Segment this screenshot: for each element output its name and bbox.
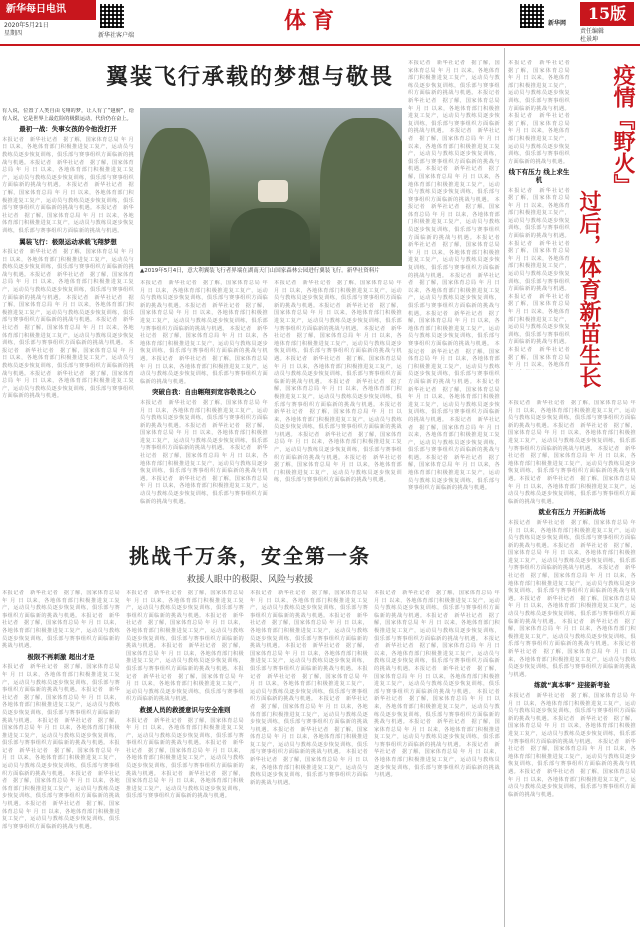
story3-col-bottom: 本报记者 新华社记者 据了解，国家体育总局 年 月 日 以来，各地体育部门积极推进复工复产，运动员与教练员逐步恢复训练，俱乐部与赛事组织方面临新的挑战与机遇。本报记者 新华社记者 据了解，国家体育总局 年 月 日 以来，各地体育部门积极推进复工复产，运动员与教练员逐步恢复训练，俱乐部与赛事组织方面临新的挑战与机遇。 本报记者 新华社记者 据了解，国家体育总局 年 月 日 以来，各地体育部门积极推进复工复产，运动员与教练员逐步恢复训练，俱乐部与赛事组织方面临新的挑战与机遇。本报记者 新华社记者 据了解，国家体育总局 年 月 日 以来，各地体育部门积极推进复工复产，运动员与教练员逐步恢复训练，俱乐部与赛事组织方面临新的挑战与机遇。 就业有压力 开拓新战场 本报记者 新华社记者 据了解，国家体育总局 年 月 日 以来，各地体育部门积极推进复工复产，运动员与教练员逐步恢复训练，俱乐部与赛事组织方面临新的挑战与机遇。本报记者 新华社记者 据了解，国家体育总局 年 月 日 以来，各地体育部门积极推进复工复产，运动员与教练员逐步恢复训练，俱乐部与赛事组织方面临新的挑战与机遇。 本报记者 新华社记者 据了解，国家体育总局 年 月 日 以来，各地体育部门积极推进复工复产，运动员与教练员逐步恢复训练，俱乐部与赛事组织方面临新的挑战与机遇。本报记者 新华社记者 据了解，国家体育总局 年 月 日 以来，各地体育部门积极推进复工复产，运动员与教练员逐步恢复训练，俱乐部与赛事组织方面临新的挑战与机遇。 本报记者 新华社记者 据了解，国家体育总局 年 月 日 以来，各地体育部门积极推进复工复产，运动员与教练员逐步恢复训练，俱乐部与赛事组织方面临新的挑战与机遇。本报记者 新华社记者 据了解，国家体育总局 年 月 日 以来，各地体育部门积极推进复工复产，运动员与教练员逐步恢复训练，俱乐部与赛事组织方面临新的挑战与机遇。 练就“真本事” 迎接新考验 本报记者 新华社记者 据了解，国家体育总局 年 月 日 以来，各地体育部门积极推进复工复产，运动员与教练员逐步恢复训练，俱乐部与赛事组织方面临新的挑战与机遇。本报记者 新华社记者 据了解，国家体育总局 年 月 日 以来，各地体育部门积极推进复工复产，运动员与教练员逐步恢复训练，俱乐部与赛事组织方面临新的挑战与机遇。 本报记者 新华社记者 据了解，国家体育总局 年 月 日 以来，各地体育部门积极推进复工复产，运动员与教练员逐步恢复训练，俱乐部与赛事组织方面临新的挑战与机遇。本报记者 新华社记者 据了解，国家体育总局 年 月 日 以来，各地体育部门积极推进复工复产，运动员与教练员逐步恢复训练，俱乐部与赛事组织方面临新的挑战与机遇。 [508,400,636,798]
story1-col4: 本报记者 新华社记者 据了解，国家体育总局 年 月 日 以来，各地体育部门积极推进复工复产，运动员与教练员逐步恢复训练，俱乐部与赛事组织方面临新的挑战与机遇。本报记者 新华社记者 据了解，国家体育总局 年 月 日 以来，各地体育部门积极推进复工复产，运动员与教练员逐步恢复训练，俱乐部与赛事组织方面临新的挑战与机遇。 本报记者 新华社记者 据了解，国家体育总局 年 月 日 以来，各地体育部门积极推进复工复产，运动员与教练员逐步恢复训练，俱乐部与赛事组织方面临新的挑战与机遇。本报记者 新华社记者 据了解，国家体育总局 年 月 日 以来，各地体育部门积极推进复工复产，运动员与教练员逐步恢复训练，俱乐部与赛事组织方面临新的挑战与机遇。 本报记者 新华社记者 据了解，国家体育总局 年 月 日 以来，各地体育部门积极推进复工复产，运动员与教练员逐步恢复训练，俱乐部与赛事组织方面临新的挑战与机遇。本报记者 新华社记者 据了解，国家体育总局 年 月 日 以来，各地体育部门积极推进复工复产，运动员与教练员逐步恢复训练，俱乐部与赛事组织方面临新的挑战与机遇。 本报记者 新华社记者 据了解，国家体育总局 年 月 日 以来，各地体育部门积极推进复工复产，运动员与教练员逐步恢复训练，俱乐部与赛事组织方面临新的挑战与机遇。本报记者 新华社记者 据了解，国家体育总局 年 月 日 以来，各地体育部门积极推进复工复产，运动员与教练员逐步恢复训练，俱乐部与赛事组织方面临新的挑战与机遇。 本报记者 新华社记者 据了解，国家体育总局 年 月 日 以来，各地体育部门积极推进复工复产，运动员与教练员逐步恢复训练，俱乐部与赛事组织方面临新的挑战与机遇。本报记者 新华社记者 据了解，国家体育总局 年 月 日 以来，各地体育部门积极推进复工复产，运动员与教练员逐步恢复训练，俱乐部与赛事组织方面临新的挑战与机遇。 本报记者 新华社记者 据了解，国家体育总局 年 月 日 以来，各地体育部门积极推进复工复产，运动员与教练员逐步恢复训练，俱乐部与赛事组织方面临新的挑战与机遇。本报记者 新华社记者 据了解，国家体育总局 年 月 日 以来，各地体育部门积极推进复工复产，运动员与教练员逐步恢复训练，俱乐部与赛事组织方面临新的挑战与机遇。 [408,60,500,492]
masthead [0,0,640,46]
qr-code-icon [100,4,124,28]
story2-col2: 本报记者 新华社记者 据了解，国家体育总局 年 月 日 以来，各地体育部门积极推进复工复产，运动员与教练员逐步恢复训练，俱乐部与赛事组织方面临新的挑战与机遇。本报记者 新华社记者 据了解，国家体育总局 年 月 日 以来，各地体育部门积极推进复工复产，运动员与教练员逐步恢复训练，俱乐部与赛事组织方面临新的挑战与机遇。 本报记者 新华社记者 据了解，国家体育总局 年 月 日 以来，各地体育部门积极推进复工复产，运动员与教练员逐步恢复训练，俱乐部与赛事组织方面临新的挑战与机遇。本报记者 新华社记者 据了解，国家体育总局 年 月 日 以来，各地体育部门积极推进复工复产，运动员与教练员逐步恢复训练，俱乐部与赛事组织方面临新的挑战与机遇。 救援人员的救援意识与安全准则 本报记者 新华社记者 据了解，国家体育总局 年 月 日 以来，各地体育部门积极推进复工复产，运动员与教练员逐步恢复训练，俱乐部与赛事组织方面临新的挑战与机遇。本报记者 新华社记者 据了解，国家体育总局 年 月 日 以来，各地体育部门积极推进复工复产，运动员与教练员逐步恢复训练，俱乐部与赛事组织方面临新的挑战与机遇。 本报记者 新华社记者 据了解，国家体育总局 年 月 日 以来，各地体育部门积极推进复工复产，运动员与教练员逐步恢复训练，俱乐部与赛事组织方面临新的挑战与机遇。 [126,590,244,800]
site-label: 新华网 [548,20,567,27]
story1-headline: 翼装飞行承载的梦想与敬畏 [105,64,394,90]
story2-col3: 本报记者 新华社记者 据了解，国家体育总局 年 月 日 以来，各地体育部门积极推进复工复产，运动员与教练员逐步恢复训练，俱乐部与赛事组织方面临新的挑战与机遇。本报记者 新华社记者 据了解，国家体育总局 年 月 日 以来，各地体育部门积极推进复工复产，运动员与教练员逐步恢复训练，俱乐部与赛事组织方面临新的挑战与机遇。 本报记者 新华社记者 据了解，国家体育总局 年 月 日 以来，各地体育部门积极推进复工复产，运动员与教练员逐步恢复训练，俱乐部与赛事组织方面临新的挑战与机遇。本报记者 新华社记者 据了解，国家体育总局 年 月 日 以来，各地体育部门积极推进复工复产，运动员与教练员逐步恢复训练，俱乐部与赛事组织方面临新的挑战与机遇。 本报记者 新华社记者 据了解，国家体育总局 年 月 日 以来，各地体育部门积极推进复工复产，运动员与教练员逐步恢复训练，俱乐部与赛事组织方面临新的挑战与机遇。本报记者 新华社记者 据了解，国家体育总局 年 月 日 以来，各地体育部门积极推进复工复产，运动员与教练员逐步恢复训练，俱乐部与赛事组织方面临新的挑战与机遇。 本报记者 新华社记者 据了解，国家体育总局 年 月 日 以来，各地体育部门积极推进复工复产，运动员与教练员逐步恢复训练，俱乐部与赛事组织方面临新的挑战与机遇。 [250,590,368,786]
newspaper-brand: 新华每日电讯 [0,0,96,20]
page-number: 15版 [580,2,634,26]
story1-col3: 本报记者 新华社记者 据了解，国家体育总局 年 月 日 以来，各地体育部门积极推进复工复产，运动员与教练员逐步恢复训练，俱乐部与赛事组织方面临新的挑战与机遇。本报记者 新华社记者 据了解，国家体育总局 年 月 日 以来，各地体育部门积极推进复工复产，运动员与教练员逐步恢复训练，俱乐部与赛事组织方面临新的挑战与机遇。 本报记者 新华社记者 据了解，国家体育总局 年 月 日 以来，各地体育部门积极推进复工复产，运动员与教练员逐步恢复训练，俱乐部与赛事组织方面临新的挑战与机遇。本报记者 新华社记者 据了解，国家体育总局 年 月 日 以来，各地体育部门积极推进复工复产，运动员与教练员逐步恢复训练，俱乐部与赛事组织方面临新的挑战与机遇。 本报记者 新华社记者 据了解，国家体育总局 年 月 日 以来，各地体育部门积极推进复工复产，运动员与教练员逐步恢复训练，俱乐部与赛事组织方面临新的挑战与机遇。本报记者 新华社记者 据了解，国家体育总局 年 月 日 以来，各地体育部门积极推进复工复产，运动员与教练员逐步恢复训练，俱乐部与赛事组织方面临新的挑战与机遇。 本报记者 新华社记者 据了解，国家体育总局 年 月 日 以来，各地体育部门积极推进复工复产，运动员与教练员逐步恢复训练，俱乐部与赛事组织方面临新的挑战与机遇。本报记者 新华社记者 据了解，国家体育总局 年 月 日 以来，各地体育部门积极推进复工复产，运动员与教练员逐步恢复训练，俱乐部与赛事组织方面临新的挑战与机遇。 [274,280,402,484]
story2-col1: 本报记者 新华社记者 据了解，国家体育总局 年 月 日 以来，各地体育部门积极推进复工复产，运动员与教练员逐步恢复训练，俱乐部与赛事组织方面临新的挑战与机遇。本报记者 新华社记者 据了解，国家体育总局 年 月 日 以来，各地体育部门积极推进复工复产，运动员与教练员逐步恢复训练，俱乐部与赛事组织方面临新的挑战与机遇。 极限不再刺激 超出才是 本报记者 新华社记者 据了解，国家体育总局 年 月 日 以来，各地体育部门积极推进复工复产，运动员与教练员逐步恢复训练，俱乐部与赛事组织方面临新的挑战与机遇。本报记者 新华社记者 据了解，国家体育总局 年 月 日 以来，各地体育部门积极推进复工复产，运动员与教练员逐步恢复训练，俱乐部与赛事组织方面临新的挑战与机遇。 本报记者 新华社记者 据了解，国家体育总局 年 月 日 以来，各地体育部门积极推进复工复产，运动员与教练员逐步恢复训练，俱乐部与赛事组织方面临新的挑战与机遇。本报记者 新华社记者 据了解，国家体育总局 年 月 日 以来，各地体育部门积极推进复工复产，运动员与教练员逐步恢复训练，俱乐部与赛事组织方面临新的挑战与机遇。 本报记者 新华社记者 据了解，国家体育总局 年 月 日 以来，各地体育部门积极推进复工复产，运动员与教练员逐步恢复训练，俱乐部与赛事组织方面临新的挑战与机遇。本报记者 新华社记者 据了解，国家体育总局 年 月 日 以来，各地体育部门积极推进复工复产，运动员与教练员逐步恢复训练，俱乐部与赛事组织方面临新的挑战与机遇。 [2,590,120,830]
story1-col2: 本报记者 新华社记者 据了解，国家体育总局 年 月 日 以来，各地体育部门积极推进复工复产，运动员与教练员逐步恢复训练，俱乐部与赛事组织方面临新的挑战与机遇。本报记者 新华社记者 据了解，国家体育总局 年 月 日 以来，各地体育部门积极推进复工复产，运动员与教练员逐步恢复训练，俱乐部与赛事组织方面临新的挑战与机遇。 本报记者 新华社记者 据了解，国家体育总局 年 月 日 以来，各地体育部门积极推进复工复产，运动员与教练员逐步恢复训练，俱乐部与赛事组织方面临新的挑战与机遇。本报记者 新华社记者 据了解，国家体育总局 年 月 日 以来，各地体育部门积极推进复工复产，运动员与教练员逐步恢复训练，俱乐部与赛事组织方面临新的挑战与机遇。 突破自我：自由翱翔到宽容敬畏之心 本报记者 新华社记者 据了解，国家体育总局 年 月 日 以来，各地体育部门积极推进复工复产，运动员与教练员逐步恢复训练，俱乐部与赛事组织方面临新的挑战与机遇。本报记者 新华社记者 据了解，国家体育总局 年 月 日 以来，各地体育部门积极推进复工复产，运动员与教练员逐步恢复训练，俱乐部与赛事组织方面临新的挑战与机遇。 本报记者 新华社记者 据了解，国家体育总局 年 月 日 以来，各地体育部门积极推进复工复产，运动员与教练员逐步恢复训练，俱乐部与赛事组织方面临新的挑战与机遇。本报记者 新华社记者 据了解，国家体育总局 年 月 日 以来，各地体育部门积极推进复工复产，运动员与教练员逐步恢复训练，俱乐部与赛事组织方面临新的挑战与机遇。 [140,280,268,505]
qr-code-icon-2 [520,4,544,28]
editor-credit: 责任编辑 杜景坤 [580,28,605,43]
wingsuit-flyer [258,180,288,202]
story3-title-b: 过后，体育新苗生长 [576,190,602,388]
section-title: 体育 [284,8,341,34]
story1-col1: 有人说，位置了人类自由飞翔的梦，让人有了“翅膀”，给有人说，它是世界上最危险的极限运动，代价仍在奋上。 最初一战：失事女孩的令他没打开 本报记者 新华社记者 据了解，国家体育总局 年 月 日 以来，各地体育部门积极推进复工复产，运动员与教练员逐步恢复训练，俱乐部与赛事组织方面临新的挑战与机遇。本报记者 新华社记者 据了解，国家体育总局 年 月 日 以来，各地体育部门积极推进复工复产，运动员与教练员逐步恢复训练，俱乐部与赛事组织方面临新的挑战与机遇。 本报记者 新华社记者 据了解，国家体育总局 年 月 日 以来，各地体育部门积极推进复工复产，运动员与教练员逐步恢复训练，俱乐部与赛事组织方面临新的挑战与机遇。本报记者 新华社记者 据了解，国家体育总局 年 月 日 以来，各地体育部门积极推进复工复产，运动员与教练员逐步恢复训练，俱乐部与赛事组织方面临新的挑战与机遇。 翼装飞行：极限运动承载飞翔梦想 本报记者 新华社记者 据了解，国家体育总局 年 月 日 以来，各地体育部门积极推进复工复产，运动员与教练员逐步恢复训练，俱乐部与赛事组织方面临新的挑战与机遇。本报记者 新华社记者 据了解，国家体育总局 年 月 日 以来，各地体育部门积极推进复工复产，运动员与教练员逐步恢复训练，俱乐部与赛事组织方面临新的挑战与机遇。 本报记者 新华社记者 据了解，国家体育总局 年 月 日 以来，各地体育部门积极推进复工复产，运动员与教练员逐步恢复训练，俱乐部与赛事组织方面临新的挑战与机遇。本报记者 新华社记者 据了解，国家体育总局 年 月 日 以来，各地体育部门积极推进复工复产，运动员与教练员逐步恢复训练，俱乐部与赛事组织方面临新的挑战与机遇。 本报记者 新华社记者 据了解，国家体育总局 年 月 日 以来，各地体育部门积极推进复工复产，运动员与教练员逐步恢复训练，俱乐部与赛事组织方面临新的挑战与机遇。本报记者 新华社记者 据了解，国家体育总局 年 月 日 以来，各地体育部门积极推进复工复产，运动员与教练员逐步恢复训练，俱乐部与赛事组织方面临新的挑战与机遇。 [2,108,134,400]
issue-date: 2020年5月21日 星期四 [4,22,49,37]
wingsuit-photo [140,108,402,266]
header-divider [0,44,640,46]
story2-headline: 挑战千万条，安全第一条 [129,544,371,568]
photo-caption: ▲2019年5月4日，意大利翼装飞行者界端在湖南天门山国家森林公园进行翼装飞行。新华社资料片 [140,268,380,274]
app-label: 新华社客户端 [98,32,135,39]
story3-title-a: 疫情『野火』 [610,64,636,196]
story3-col-top: 本报记者 新华社记者 据了解，国家体育总局 年 月 日 以来，各地体育部门积极推进复工复产，运动员与教练员逐步恢复训练，俱乐部与赛事组织方面临新的挑战与机遇。本报记者 新华社记者 据了解，国家体育总局 年 月 日 以来，各地体育部门积极推进复工复产，运动员与教练员逐步恢复训练，俱乐部与赛事组织方面临新的挑战与机遇。 线下有压力 线上求生机 本报记者 新华社记者 据了解，国家体育总局 年 月 日 以来，各地体育部门积极推进复工复产，运动员与教练员逐步恢复训练，俱乐部与赛事组织方面临新的挑战与机遇。本报记者 新华社记者 据了解，国家体育总局 年 月 日 以来，各地体育部门积极推进复工复产，运动员与教练员逐步恢复训练，俱乐部与赛事组织方面临新的挑战与机遇。 本报记者 新华社记者 据了解，国家体育总局 年 月 日 以来，各地体育部门积极推进复工复产，运动员与教练员逐步恢复训练，俱乐部与赛事组织方面临新的挑战与机遇。本报记者 新华社记者 据了解，国家体育总局 年 月 日 以来，各地体育 [508,60,570,369]
story2-subhead: 救援人眼中的极限、风险与救援 [186,575,313,585]
column-divider [504,48,505,927]
story2-col4: 本报记者 新华社记者 据了解，国家体育总局 年 月 日 以来，各地体育部门积极推进复工复产，运动员与教练员逐步恢复训练，俱乐部与赛事组织方面临新的挑战与机遇。本报记者 新华社记者 据了解，国家体育总局 年 月 日 以来，各地体育部门积极推进复工复产，运动员与教练员逐步恢复训练，俱乐部与赛事组织方面临新的挑战与机遇。 本报记者 新华社记者 据了解，国家体育总局 年 月 日 以来，各地体育部门积极推进复工复产，运动员与教练员逐步恢复训练，俱乐部与赛事组织方面临新的挑战与机遇。本报记者 新华社记者 据了解，国家体育总局 年 月 日 以来，各地体育部门积极推进复工复产，运动员与教练员逐步恢复训练，俱乐部与赛事组织方面临新的挑战与机遇。 本报记者 新华社记者 据了解，国家体育总局 年 月 日 以来，各地体育部门积极推进复工复产，运动员与教练员逐步恢复训练，俱乐部与赛事组织方面临新的挑战与机遇。本报记者 新华社记者 据了解，国家体育总局 年 月 日 以来，各地体育部门积极推进复工复产，运动员与教练员逐步恢复训练，俱乐部与赛事组织方面临新的挑战与机遇。 本报记者 新华社记者 据了解，国家体育总局 年 月 日 以来，各地体育部门积极推进复工复产，运动员与教练员逐步恢复训练，俱乐部与赛事组织方面临新的挑战与机遇。 [374,590,500,779]
